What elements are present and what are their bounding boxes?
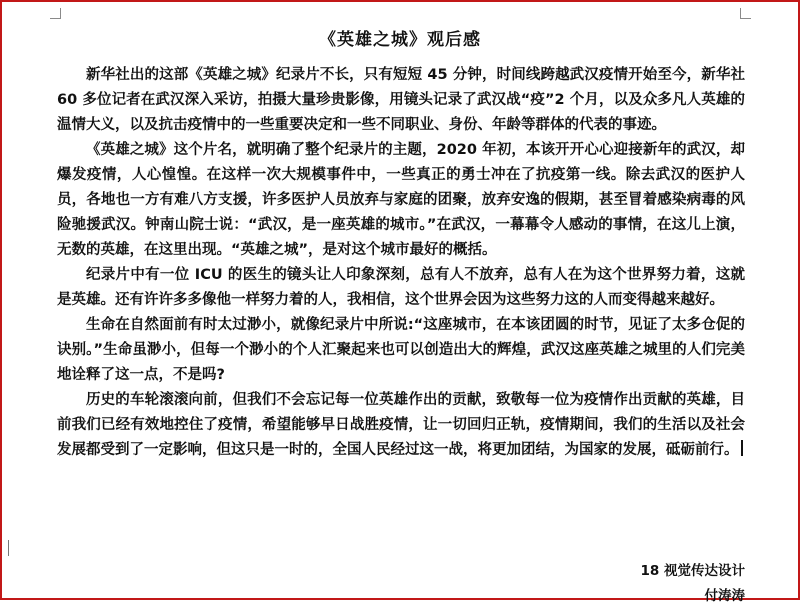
text-caret	[741, 440, 743, 456]
paragraph-4[interactable]: 生命在自然面前有时太过渺小，就像纪录片中所说:“这座城市，在本该团圆的时节，见证了太多仓促的诀别。”生命虽渺小，但每一个渺小的个人汇聚起来也可以创造出大的辉煌，武汉这座英雄之城里的人们完美地诠释了这一点，不是吗?	[57, 317, 745, 383]
paragraph-1[interactable]: 新华社出的这部《英雄之城》纪录片不长，只有短短 45 分钟，时间线跨越武汉疫情开始至今，新华社 60 多位记者在武汉深入采访，拍摄大量珍贵影像，用镜头记录了武汉战“疫”2 个月，以及众多凡人英雄的温情大义，以及抗击疫情中的一些重要决定和一些不同职业、身份、年龄等群体的代表的事迹。	[57, 67, 745, 133]
document-body[interactable]	[57, 63, 745, 463]
signature-class[interactable]: 18 视觉传达设计	[640, 563, 745, 579]
signature-block	[641, 559, 746, 609]
paragraph-3[interactable]: 纪录片中有一位 ICU 的医生的镜头让人印象深刻，总有人不放弃，总有人在为这个世界努力着，这就是英雄。还有许许多多像他一样努力着的人，我相信，这个世界会因为这些努力这的人而变得越来越好。	[57, 267, 745, 308]
page-corner-mark-left	[50, 8, 61, 19]
paragraph-5[interactable]	[57, 388, 745, 463]
margin-marker	[8, 540, 9, 556]
paragraph-2[interactable]: 《英雄之城》这个片名，就明确了整个纪录片的主题，2020 年初，本该开开心心迎接新年的武汉，却爆发疫情，人心惶惶。在这样一次大规模事件中，一些真正的勇士冲在了抗疫第一线。除去武汉的医护人员，各地也一方有难八方支援，许多医护人员放弃与家庭的团聚，放弃安逸的假期，甚至冒着感染病毒的风险驰援武汉。钟南山院士说：“武汉，是一座英雄的城市。”在武汉，一幕幕令人感动的事情，在这儿上演，无数的英雄，在这里出现。“英雄之城”，是对这个城市最好的概括。	[57, 142, 745, 258]
signature-author[interactable]: 付涛涛	[704, 588, 745, 604]
paragraph-5-text[interactable]: 历史的车轮滚滚向前，但我们不会忘记每一位英雄作出的贡献，致敬每一位为疫情作出贡献的英雄，目前我们已经有效地控住了疫情，希望能够早日战胜疫情，让一切回归正轨，疫情期间，我们的生活以及社会发展都受到了一定影响，但这只是一时的，全国人民经过这一战，将更加团结，为国家的发展，砥砺前行。	[57, 392, 745, 458]
page-corner-mark-right	[740, 8, 751, 19]
document-title[interactable]: 《英雄之城》观后感	[319, 30, 481, 50]
